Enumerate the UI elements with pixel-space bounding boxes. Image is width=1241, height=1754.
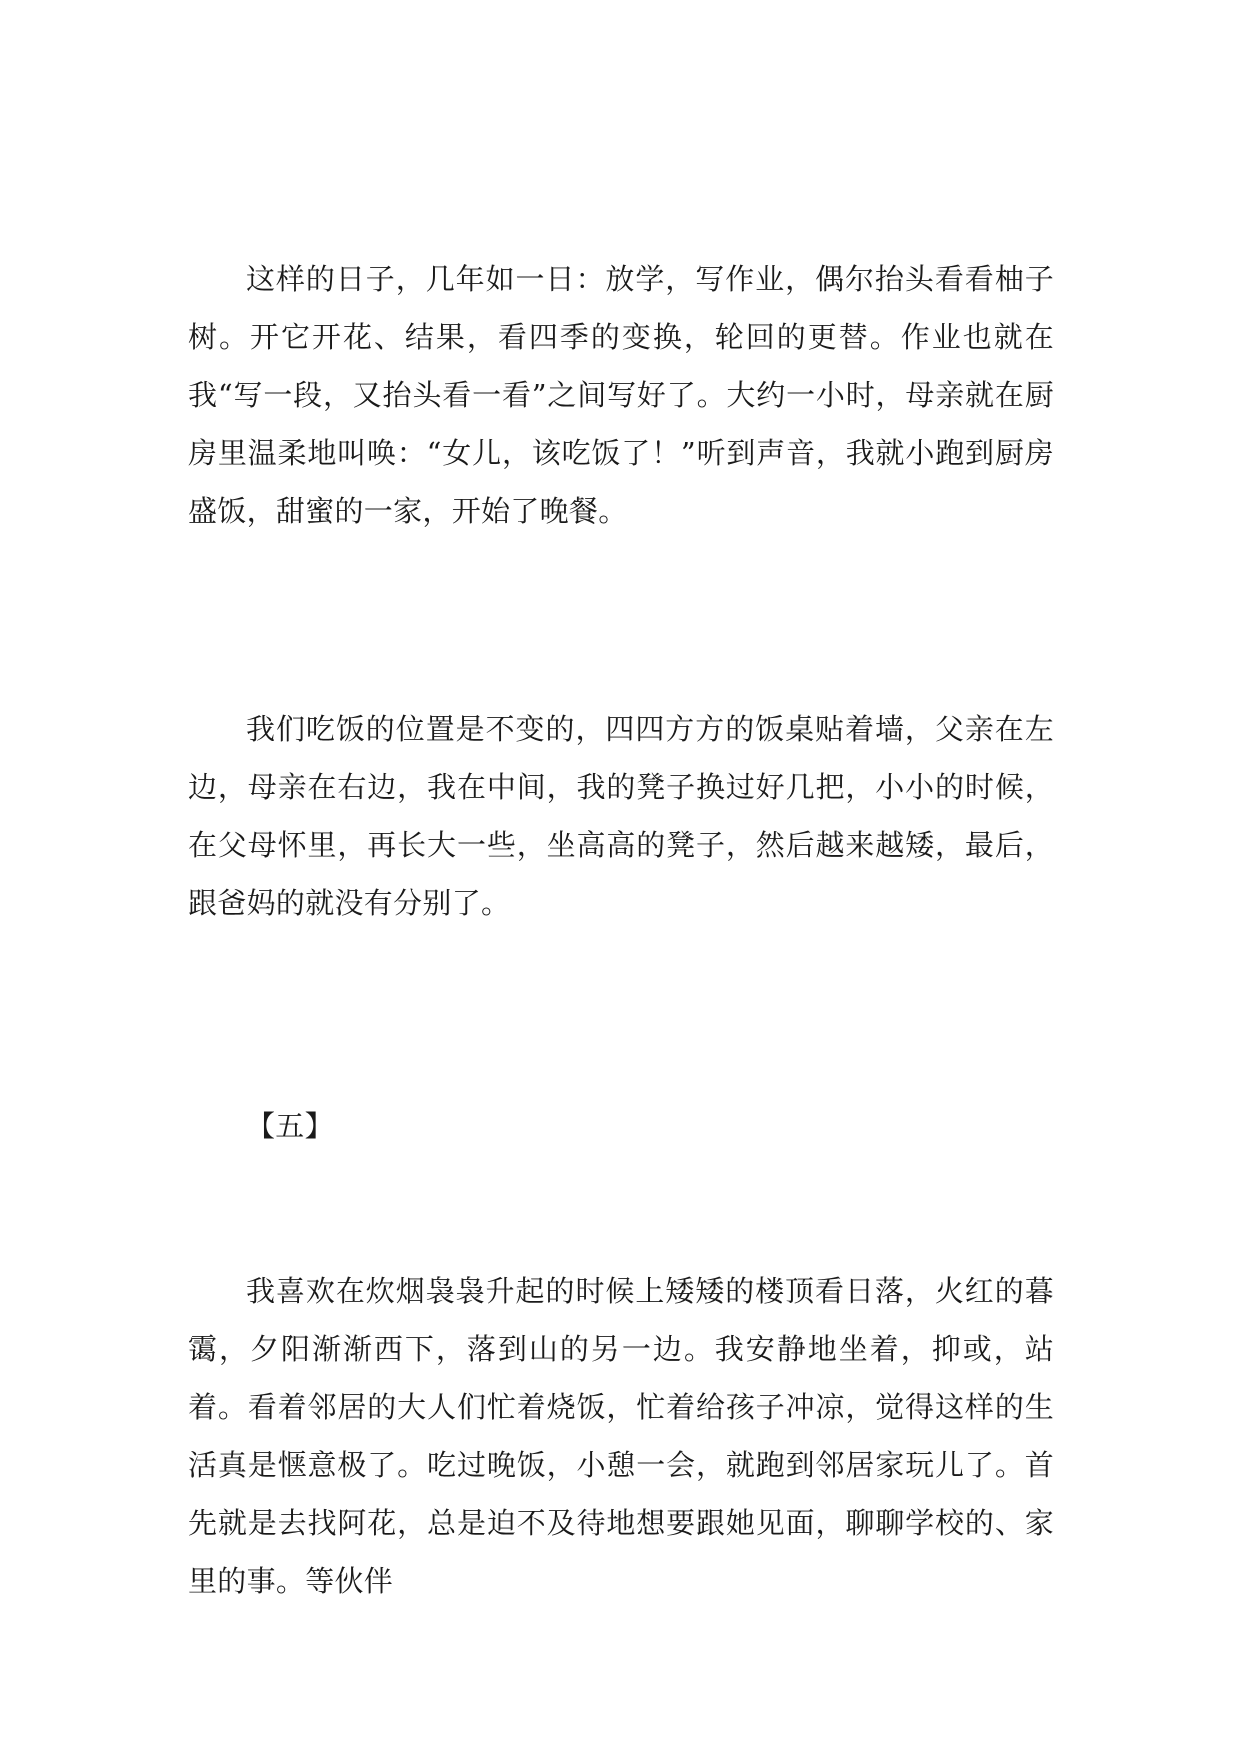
section-heading: 【五】 [246, 1109, 334, 1143]
paragraph-1: 这样的日子，几年如一日：放学，写作业，偶尔抬头看看柚子树。开它开花、结果，看四季的变换，轮回的更替。作业也就在我“写一段，又抬头看一看”之间写好了。大约一小时，母亲就在厨房里温柔地叫唤：“女儿，该吃饭了！”听到声音，我就小跑到厨房盛饭，甜蜜的一家，开始了晚餐。 [188, 262, 1054, 528]
paragraph-2: 我们吃饭的位置是不变的，四四方方的饭桌贴着墙，父亲在左边，母亲在右边，我在中间，我的凳子换过好几把，小小的时候，在父母怀里，再长大一些，坐高高的凳子，然后越来越矮，最后，跟爸妈的就没有分别了。 [188, 712, 1054, 920]
paragraph-3: 我喜欢在炊烟袅袅升起的时候上矮矮的楼顶看日落，火红的暮霭，夕阳渐渐西下，落到山的另一边。我安静地坐着，抑或，站着。看着邻居的大人们忙着烧饭，忙着给孩子冲凉，觉得这样的生活真是惬意极了。吃过晚饭，小憩一会，就跑到邻居家玩儿了。首先就是去找阿花，总是迫不及待地想要跟她见面，聊聊学校的、家里的事。等伙伴 [188, 1274, 1054, 1598]
